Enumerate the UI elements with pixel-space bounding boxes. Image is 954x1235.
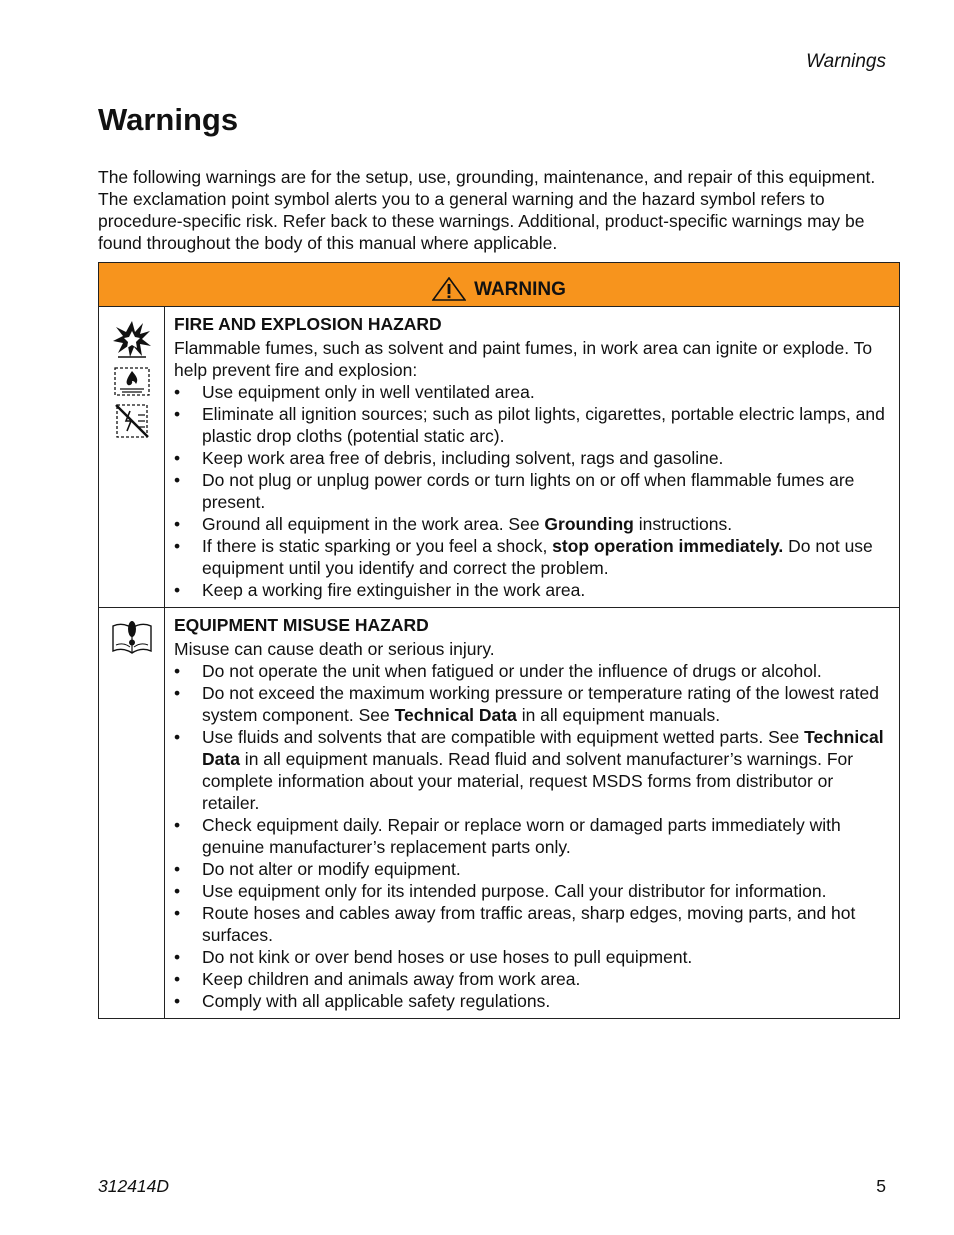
warning-triangle-icon (432, 277, 466, 301)
list-item: • Keep a working fire extinguisher in the work area. (174, 579, 889, 601)
list-item: • Use fluids and solvents that are compatible with equipment wetted parts. See Technical Data in all equipment manuals. Read fluid and solvent manufacturer’s warnings. For complete information about your material, request MSDS forms from distributor or retailer. (174, 726, 889, 814)
list-item: • Do not alter or modify equipment. (174, 858, 889, 880)
list-item: • Comply with all applicable safety regulations. (174, 990, 889, 1012)
list-item: • Check equipment daily. Repair or replace worn or damaged parts immediately with genuine manufacturer’s replacement parts only. (174, 814, 889, 858)
hazard-description: Flammable fumes, such as solvent and paint fumes, in work area can ignite or explode. To help prevent fire and explosion: (174, 338, 873, 380)
page-number: 5 (876, 1176, 886, 1196)
list-item: • Do not operate the unit when fatigued or under the influence of drugs or alcohol. (174, 660, 889, 682)
no-spark-icon (112, 401, 152, 441)
list-item: • Eliminate all ignition sources; such as pilot lights, cigarettes, portable electric lamps, and plastic drop cloths (potential static arc). (174, 403, 889, 447)
warning-table (98, 262, 900, 1019)
hazard-icons (99, 608, 165, 1019)
running-header: Warnings (806, 51, 886, 72)
page-title: Warnings (98, 102, 239, 137)
list-item: • Route hoses and cables away from traffic areas, sharp edges, moving parts, and hot surfaces. (174, 902, 889, 946)
technical-data-reference: Technical Data (202, 727, 884, 769)
list-item: • Use equipment only for its intended purpose. Call your distributor for information. (174, 880, 889, 902)
fire-flame-icon (112, 363, 152, 397)
list-item: • Do not plug or unplug power cords or turn lights on or off when flammable fumes are present. (174, 469, 889, 513)
hazard-bullets (174, 660, 889, 1012)
list-item: • Use equipment only in well ventilated area. (174, 381, 889, 403)
grounding-reference: Grounding (544, 514, 634, 534)
intro-paragraph: The following warnings are for the setup, use, grounding, maintenance, and repair of this equipment. The exclamation point symbol alerts you to a general warning and the hazard symbol refers to procedure-specific risk. Refer back to these warnings. Additional, product-specific warnings may be found throughout the body of this manual where applicable. (98, 167, 876, 253)
hazard-icons (99, 307, 165, 608)
hazard-title: FIRE AND EXPLOSION HAZARD (174, 314, 442, 334)
warning-banner-label: WARNING (474, 279, 566, 300)
manual-exclamation-icon (111, 620, 153, 656)
list-item: • Ground all equipment in the work area. See Grounding instructions. (174, 513, 889, 535)
list-item: • Keep children and animals away from work area. (174, 968, 889, 990)
hazard-row (99, 307, 900, 608)
hazard-title: EQUIPMENT MISUSE HAZARD (174, 615, 429, 635)
explosion-icon (112, 319, 152, 359)
hazard-content (165, 307, 900, 608)
list-item: • Keep work area free of debris, including solvent, rags and gasoline. (174, 447, 889, 469)
list-item: • If there is static sparking or you feel a shock, stop operation immediately. Do not use equipment until you identify and correct the problem. (174, 535, 889, 579)
list-item: • Do not exceed the maximum working pressure or temperature rating of the lowest rated system component. See Technical Data in all equipment manuals. (174, 682, 889, 726)
technical-data-reference: Technical Data (394, 705, 517, 725)
hazard-row (99, 608, 900, 1019)
document-number: 312414D (98, 1176, 170, 1196)
hazard-bullets (174, 381, 889, 601)
stop-operation-emphasis: stop operation immediately. (552, 536, 784, 556)
warning-banner-row (99, 263, 900, 307)
warning-banner (99, 263, 900, 307)
hazard-content (165, 608, 900, 1019)
hazard-description: Misuse can cause death or serious injury. (174, 639, 495, 659)
list-item: • Do not kink or over bend hoses or use hoses to pull equipment. (174, 946, 889, 968)
